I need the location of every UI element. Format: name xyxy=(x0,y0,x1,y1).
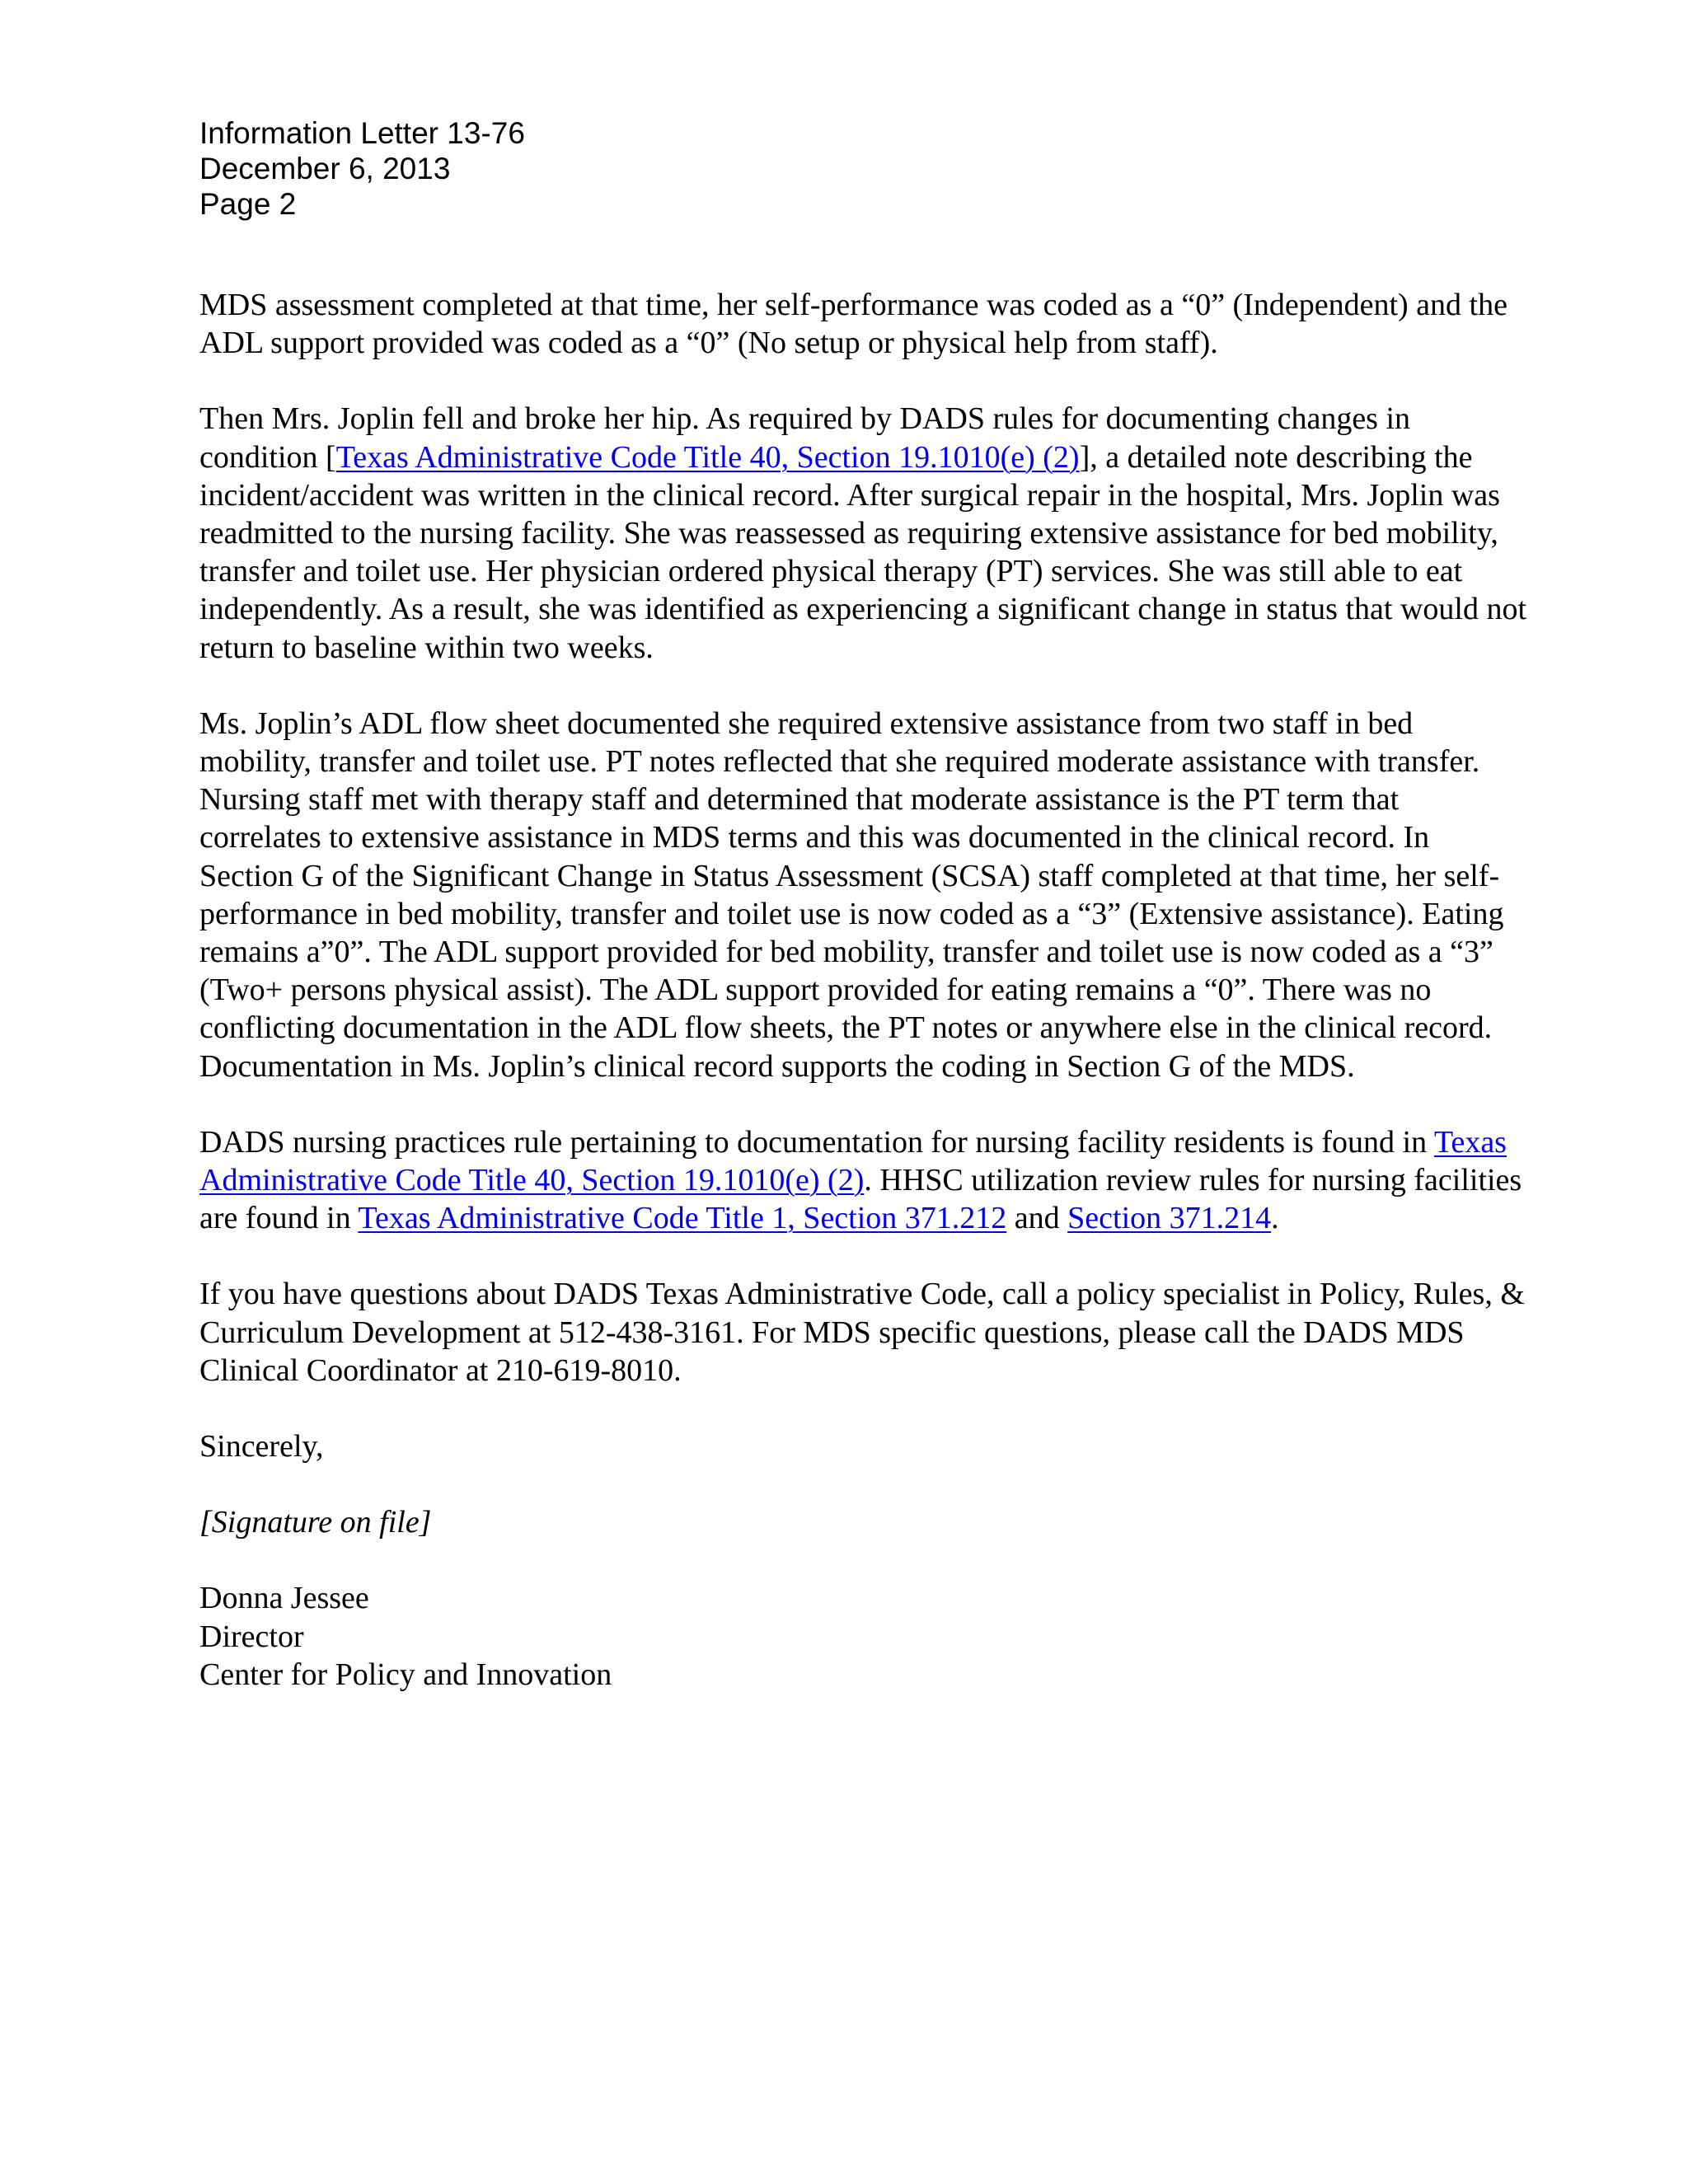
tac-title40-link[interactable]: Texas Administrative Code Title 40, Section 19.1010(e) (2) xyxy=(335,439,1080,475)
tac-title1-section-371-212-link[interactable]: Texas Administrative Code Title 1, Section 371.212 xyxy=(358,1201,1007,1236)
page-number: Page 2 xyxy=(199,187,297,221)
paragraph-text: Then Mrs. Joplin fell and broke her hip. As required by DADS rules for documenting changes in condition [ xyxy=(199,401,1411,475)
letter-page xyxy=(199,115,1526,1694)
paragraph-text: . HHSC utilization review rules for nursing facilities are found in xyxy=(199,1163,1522,1236)
paragraph-adl-flow-sheet: Ms. Joplin’s ADL flow sheet documented she required extensive assistance from two staff in bed mobility, transfer and toilet use. PT notes reflected that she required moderate assistance with transfer. Nursing staff met with therapy staff and determined that moderate assistance is the PT term that correlates to extensive assistance in MDS terms and this was documented in the clinical record. In Section G of the Significant Change in Status Assessment (SCSA) staff completed at that time, her self-performance in bed mobility, transfer and toilet use is now coded as a “3” (Extensive assistance). Eating remains a”0”. The ADL support provided for bed mobility, transfer and toilet use is now coded as a “3” (Two+ persons physical assist). The ADL support provided for eating remains a “0”. There was no conflicting documentation in the ADL flow sheets, the PT notes or anywhere else in the clinical record. Documentation in Ms. Joplin’s clinical record supports the coding in Section G of the MDS. xyxy=(199,705,1504,1084)
paragraph-text: DADS nursing practices rule pertaining to documentation for nursing facility residents is found in xyxy=(199,1124,1434,1160)
paragraph-rules xyxy=(199,1123,1526,1238)
signature: [Signature on file] xyxy=(199,1505,432,1540)
salutation: Sincerely, xyxy=(199,1429,324,1465)
paragraph-contact: If you have questions about DADS Texas Administrative Code, call a policy specialist in Policy, Rules, & Curriculum Development at 512-438-3161. For MDS specific questions, please call the DADS MDS Clinical Coordinator at 210-619-8010. xyxy=(199,1277,1525,1388)
tac-title40-link-2[interactable]: Texas Administrative Code Title 40, Section 19.1010(e) (2) xyxy=(199,1124,1507,1198)
signatory-block xyxy=(199,1579,1526,1694)
letter-date: December 6, 2013 xyxy=(199,152,451,185)
paragraph-hip-fracture xyxy=(199,400,1526,666)
letter-body xyxy=(199,286,1526,1694)
paragraph-text: ], a detailed note describing the incident/accident was written in the clinical record. After surgical repair in the hospital, Mrs. Joplin was readmitted to the nursing facility. She was reassessed as requiring extensive assistance for bed mobility, transfer and toilet use. Her physician ordered physical therapy (PT) services. She was still able to eat independently. As a result, she was identified as experiencing a significant change in status that would not return to baseline within two weeks. xyxy=(199,439,1527,665)
signatory-department: Center for Policy and Innovation xyxy=(199,1657,612,1692)
paragraph-text: and xyxy=(1006,1201,1068,1236)
signatory-name: Donna Jessee xyxy=(199,1581,369,1616)
signatory-title: Director xyxy=(199,1619,304,1654)
letter-number: Information Letter 13-76 xyxy=(199,116,525,150)
letter-header xyxy=(199,115,1526,222)
section-371-214-link[interactable]: Section 371.214 xyxy=(1067,1201,1272,1236)
paragraph-mds-assessment: MDS assessment completed at that time, her self-performance was coded as a “0” (Independent) and the ADL support provided was coded as a “0” (No setup or physical help from staff). xyxy=(199,288,1507,361)
paragraph-text: . xyxy=(1271,1201,1279,1236)
